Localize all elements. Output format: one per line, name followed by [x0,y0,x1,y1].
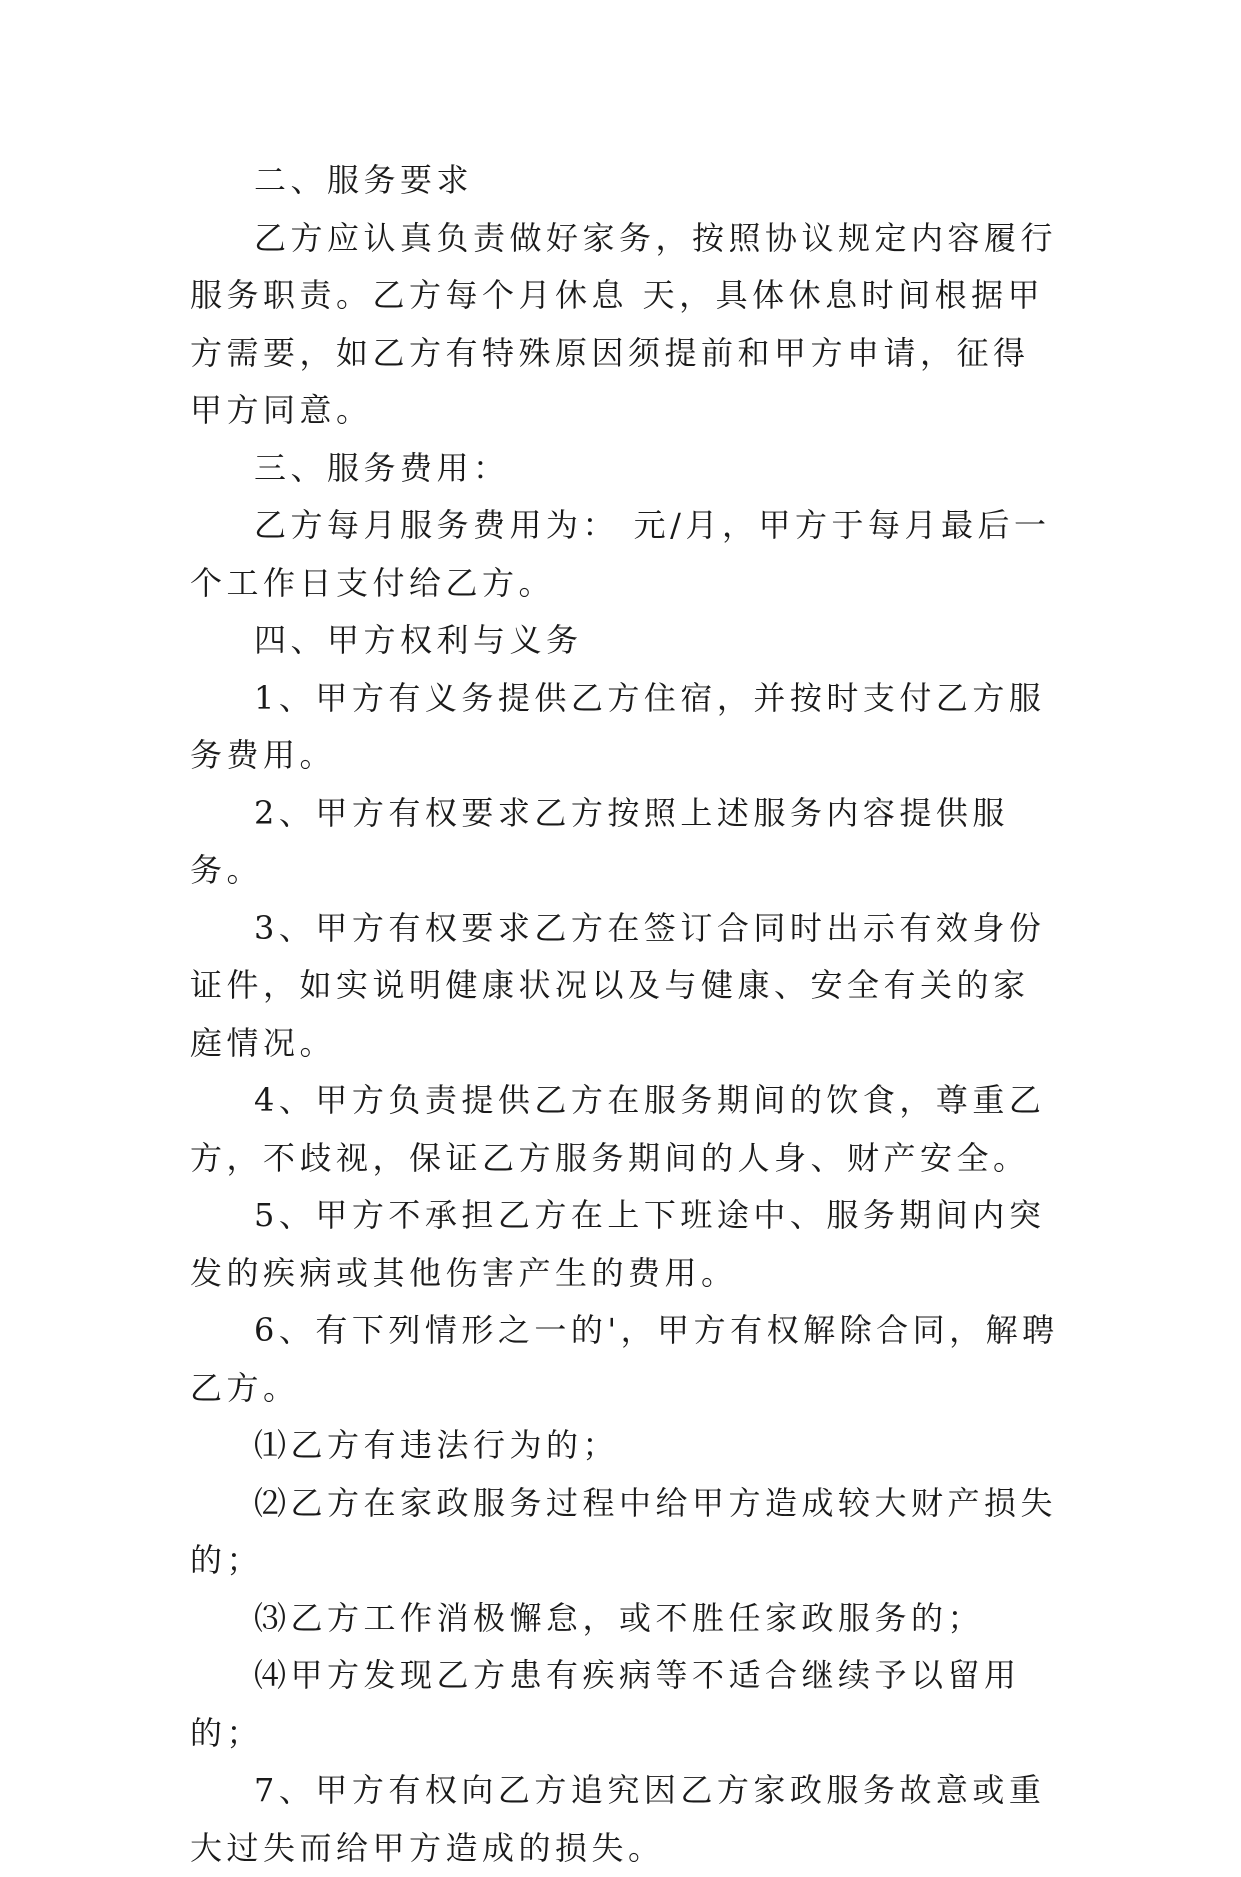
clause-7: 7、甲方有权向乙方追究因乙方家政服务故意或重大过失而给甲方造成的损失。 [190,1771,1046,1867]
section-heading-party-a-rights: 四、甲方权利与义务 [254,621,583,659]
clause-3: 3、甲方有权要求乙方在签订合同时出示有效身份证件，如实说明健康状况以及与健康、安全有关的家庭情况。 [190,908,1046,1062]
sub-clause-2: ⑵乙方在家政服务过程中给甲方造成较大财产损失的； [190,1483,1058,1579]
section-heading-service-fees: 三、服务费用： [254,448,510,487]
paragraph-monthly-fee: 乙方每月服务费用为： 元/月，甲方于每月最后一个工作日支付给乙方。 [190,506,1051,602]
sub-clause-1: ⑴乙方有违法行为的； [254,1426,620,1464]
clause-1: 1、甲方有义务提供乙方住宿，并按时支付乙方服务费用。 [190,678,1046,774]
clause-6: 6、有下列情形之一的'，甲方有权解除合同，解聘乙方。 [190,1311,1059,1407]
document-body [190,152,1060,1877]
clause-4: 4、甲方负责提供乙方在服务期间的饮食，尊重乙方，不歧视，保证乙方服务期间的人身、财产安全。 [190,1081,1046,1177]
clause-2: 2、甲方有权要求乙方按照上述服务内容提供服务。 [190,793,1009,889]
clause-5: 5、甲方不承担乙方在上下班途中、服务期间内突发的疾病或其他伤害产生的费用。 [190,1196,1046,1292]
sub-clause-3: ⑶乙方工作消极懈怠，或不胜任家政服务的； [254,1598,985,1637]
sub-clause-4: ⑷甲方发现乙方患有疾病等不适合继续予以留用的； [190,1656,1021,1752]
paragraph-service-duties: 乙方应认真负责做好家务，按照协议规定内容履行服务职责。乙方每个月休息 天，具体休息时间根据甲方需要，如乙方有特殊原因须提前和甲方申请，征得甲方同意。 [190,218,1058,429]
section-heading-service-requirements: 二、服务要求 [254,161,474,199]
